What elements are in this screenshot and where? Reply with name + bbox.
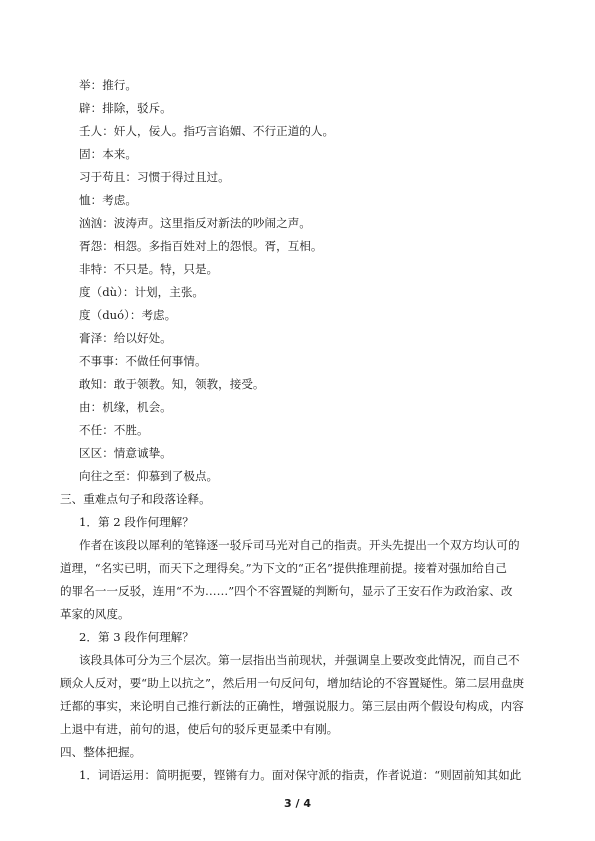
definition-line: 由：机缘，机会。: [79, 400, 172, 414]
definition-line: 固：本来。: [79, 147, 137, 161]
paragraph-line: 该段具体可分为三个层次。第一层指出当前现状，并强调皇上要改变此情况，而自己不: [79, 653, 520, 667]
definition-line: 非特：不只是。特，只是。: [79, 262, 219, 276]
question-title: 1．第 2 段作何理解？: [79, 515, 194, 529]
paragraph-line: 迁都的事实，来论明自己推行新法的正确性，增强说服力。第三层由两个假设句构成，内容: [60, 699, 524, 713]
section-heading: 四、整体把握。: [60, 745, 142, 759]
definition-line: 壬人：奸人，佞人。指巧言谄媚、不行正道的人。: [79, 124, 335, 138]
definition-line: 辟：排除，驳斥。: [79, 101, 172, 115]
definition-line: 不任：不胜。: [79, 423, 149, 437]
definition-line: 敢知：敢于领教。知，领教，接受。: [79, 377, 265, 391]
definition-line: 恤：考虑。: [79, 193, 137, 207]
section-heading: 三、重难点句子和段落诠释。: [60, 492, 211, 506]
definition-line: 度（dù）：计划，主张。: [79, 285, 205, 299]
paragraph-line: 上退中有进，前句的退，使后句的驳斥更显柔中有刚。: [60, 722, 339, 736]
definition-line: 膏泽：给以好处。: [79, 331, 172, 345]
paragraph-line: 顾众人反对，要“助上以抗之”，然后用一句反问句，增加结论的不容置疑性。第二层用盘庚: [60, 676, 525, 690]
paragraph-line: 的罪名一一反驳，连用“不为……”四个不容置疑的判断句，显示了王安石作为政治家、改: [60, 584, 513, 598]
question-title: 2．第 3 段作何理解？: [79, 630, 194, 644]
definition-line: 不事事：不做任何事情。: [79, 354, 207, 368]
definition-line: 区区：情意诚挚。: [79, 446, 172, 460]
definition-line: 向往之至：仰慕到了极点。: [79, 469, 219, 483]
definition-line: 汹汹：波涛声。这里指反对新法的吵闹之声。: [79, 216, 311, 230]
page-number: 3 / 4: [284, 797, 311, 810]
paragraph-line: 作者在该段以犀利的笔锋逐一驳斥司马光对自己的指责。开头先提出一个双方均认可的: [79, 538, 520, 552]
paragraph-line: 革家的风度。: [60, 607, 130, 621]
definition-line: 度（duó）：考虑。: [79, 308, 177, 322]
paragraph-line: 道理，“名实已明，而天下之理得矣。”为下文的“正名”提供推理前提。接着对强加给自己: [60, 561, 507, 575]
definition-line: 举：推行。: [79, 78, 137, 92]
definition-line: 胥怨：相怨。多指百姓对上的怨恨。胥，互相。: [79, 239, 323, 253]
definition-line: 习于苟且：习惯于得过且过。: [79, 170, 230, 184]
paragraph-line: 1．词语运用：简明扼要，铿锵有力。面对保守派的指责，作者说道：“则固前知其如此: [79, 768, 522, 782]
